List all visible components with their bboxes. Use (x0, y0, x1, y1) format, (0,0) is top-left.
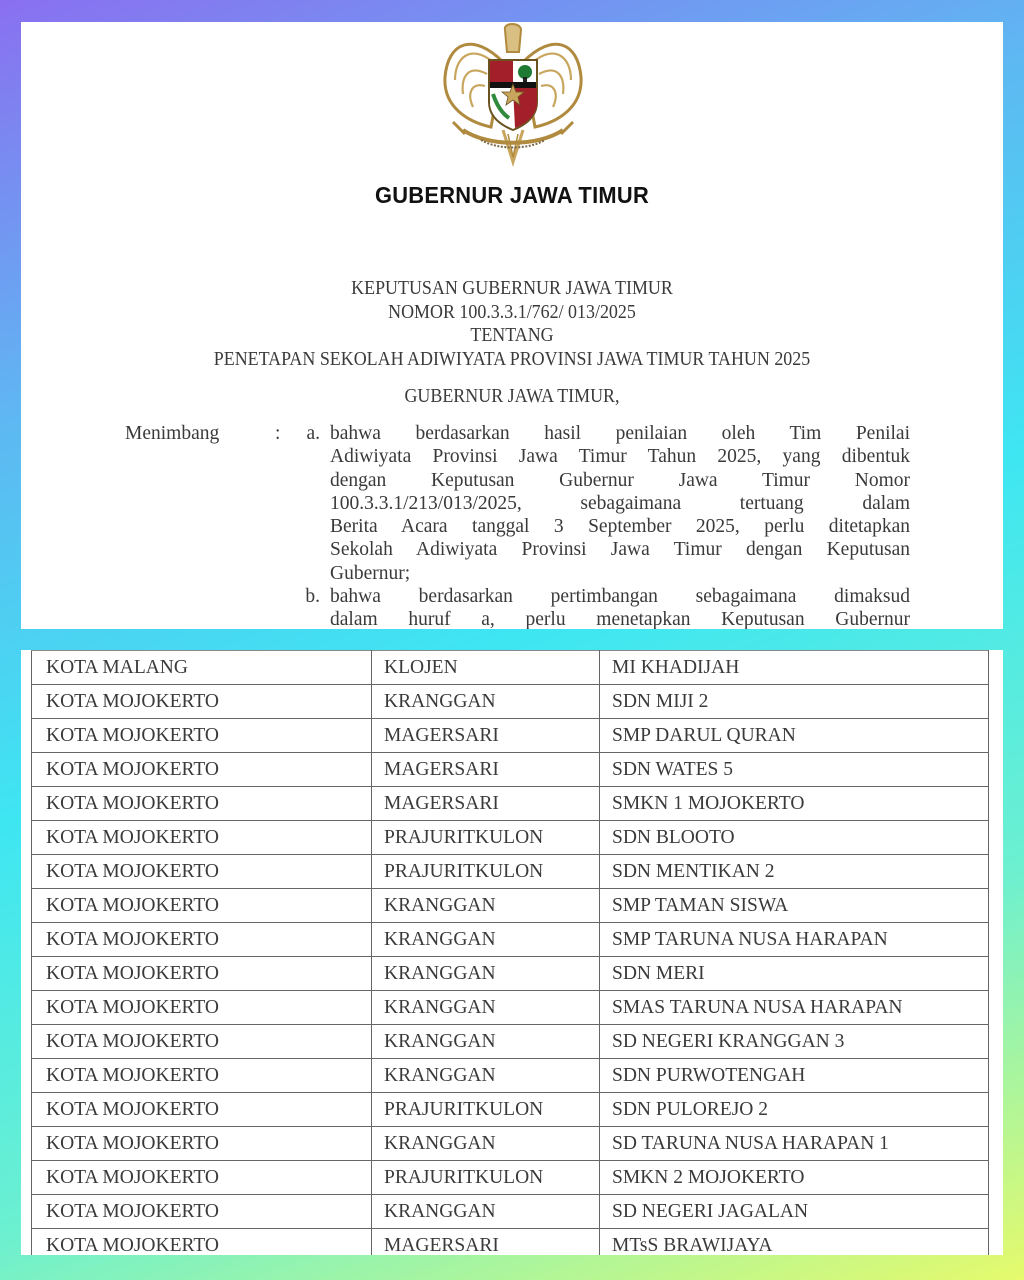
item-letter: a. (306, 423, 320, 444)
district-cell: KRANGGAN (372, 923, 600, 957)
district-cell: MAGERSARI (372, 787, 600, 821)
garuda-emblem-icon (433, 22, 593, 172)
decree-subject: PENETAPAN SEKOLAH ADIWIYATA PROVINSI JAWA TIMUR TAHUN 2025 (213, 348, 811, 370)
text-line: Gubernur; (330, 562, 411, 584)
school-name-cell: SD NEGERI JAGALAN (600, 1195, 989, 1229)
considering-item-b (125, 585, 910, 629)
district-cell: MAGERSARI (372, 753, 600, 787)
text-line: Berita Acara tanggal 3 September 2025, perlu ditetapkan (330, 516, 910, 538)
city-cell: KOTA MOJOKERTO (32, 1093, 372, 1127)
city-cell: KOTA MOJOKERTO (32, 1161, 372, 1195)
school-name-cell: SMKN 2 MOJOKERTO (600, 1161, 989, 1195)
table-row (32, 1093, 989, 1127)
district-cell: KRANGGAN (372, 1059, 600, 1093)
district-cell: PRAJURITKULON (372, 1093, 600, 1127)
table-row (32, 889, 989, 923)
school-name-cell: SDN WATES 5 (600, 753, 989, 787)
district-cell: KRANGGAN (372, 1195, 600, 1229)
school-name-cell: SDN MERI (600, 957, 989, 991)
school-name-cell: MI KHADIJAH (600, 651, 989, 685)
table-row (32, 923, 989, 957)
table-row (32, 1195, 989, 1229)
table-row (32, 991, 989, 1025)
city-cell: KOTA MOJOKERTO (32, 719, 372, 753)
table-row (32, 1229, 989, 1256)
district-cell: PRAJURITKULON (372, 1161, 600, 1195)
city-cell: KOTA MOJOKERTO (32, 957, 372, 991)
decree-title: KEPUTUSAN GUBERNUR JAWA TIMUR (351, 278, 673, 299)
city-cell: KOTA MOJOKERTO (32, 685, 372, 719)
district-cell: MAGERSARI (372, 1229, 600, 1256)
table-row (32, 957, 989, 991)
item-text (330, 422, 910, 585)
considering-item-a (125, 422, 910, 585)
school-name-cell: SDN PULOREJO 2 (600, 1093, 989, 1127)
decree-number: NOMOR 100.3.3.1/762/ 013/2025 (388, 301, 636, 323)
decree-issuer-line: GUBERNUR JAWA TIMUR, (404, 386, 620, 407)
city-cell: KOTA MOJOKERTO (32, 1229, 372, 1256)
school-name-cell: MTsS BRAWIJAYA (600, 1229, 989, 1256)
school-name-cell: SDN MIJI 2 (600, 685, 989, 719)
table-row (32, 855, 989, 889)
decree-about: TENTANG (470, 325, 554, 346)
item-text (330, 585, 910, 629)
school-name-cell: SD NEGERI KRANGGAN 3 (600, 1025, 989, 1059)
school-name-cell: SMP TAMAN SISWA (600, 889, 989, 923)
issuer-title: GUBERNUR JAWA TIMUR (374, 182, 650, 208)
city-cell: KOTA MOJOKERTO (32, 889, 372, 923)
table-row (32, 1127, 989, 1161)
text-line: bahwa berdasarkan pertimbangan sebagaimana dimaksud (330, 586, 910, 608)
school-name-cell: SDN PURWOTENGAH (600, 1059, 989, 1093)
table-row (32, 1025, 989, 1059)
table-row (32, 753, 989, 787)
city-cell: KOTA MOJOKERTO (32, 1059, 372, 1093)
considering-colon: : (275, 423, 281, 444)
table-row (32, 651, 989, 685)
text-line: bahwa berdasarkan hasil penilaian oleh Tim Penilai (330, 423, 910, 444)
school-name-cell: SMKN 1 MOJOKERTO (600, 787, 989, 821)
considering-section (125, 422, 910, 629)
decree-heading (60, 277, 963, 409)
table-row (32, 787, 989, 821)
district-cell: KLOJEN (372, 651, 600, 685)
district-cell: MAGERSARI (372, 719, 600, 753)
district-cell: KRANGGAN (372, 889, 600, 923)
table-row (32, 719, 989, 753)
considering-label: Menimbang (125, 423, 220, 444)
district-cell: KRANGGAN (372, 685, 600, 719)
school-table (31, 650, 989, 1255)
school-name-cell: SDN BLOOTO (600, 821, 989, 855)
district-cell: KRANGGAN (372, 1025, 600, 1059)
text-line: Adiwiyata Provinsi Jawa Timur Tahun 2025, yang dibentuk (330, 446, 910, 468)
city-cell: KOTA MOJOKERTO (32, 923, 372, 957)
item-letter: b. (305, 586, 320, 608)
city-cell: KOTA MOJOKERTO (32, 1025, 372, 1059)
text-line: Sekolah Adiwiyata Provinsi Jawa Timur dengan Keputusan (330, 539, 910, 561)
district-cell: KRANGGAN (372, 1127, 600, 1161)
text-line: dalam huruf a, perlu menetapkan Keputusan Gubernur (330, 609, 910, 629)
text-line: 100.3.3.1/213/013/2025, sebagaimana tertuang dalam (330, 492, 910, 514)
decree-document-photo (21, 22, 1003, 629)
city-cell: KOTA MOJOKERTO (32, 1195, 372, 1229)
district-cell: PRAJURITKULON (372, 855, 600, 889)
city-cell: KOTA MOJOKERTO (32, 855, 372, 889)
district-cell: KRANGGAN (372, 957, 600, 991)
district-cell: KRANGGAN (372, 991, 600, 1025)
city-cell: KOTA MOJOKERTO (32, 991, 372, 1025)
table-row (32, 685, 989, 719)
city-cell: KOTA MOJOKERTO (32, 787, 372, 821)
school-list-photo (21, 650, 1003, 1255)
table-row (32, 1059, 989, 1093)
text-line: dengan Keputusan Gubernur Jawa Timur Nomor (330, 469, 910, 491)
district-cell: PRAJURITKULON (372, 821, 600, 855)
school-name-cell: SMP TARUNA NUSA HARAPAN (600, 923, 989, 957)
city-cell: KOTA MOJOKERTO (32, 1127, 372, 1161)
school-name-cell: SDN MENTIKAN 2 (600, 855, 989, 889)
table-row (32, 1161, 989, 1195)
city-cell: KOTA MOJOKERTO (32, 821, 372, 855)
table-row (32, 821, 989, 855)
city-cell: KOTA MALANG (32, 651, 372, 685)
school-name-cell: SMP DARUL QURAN (600, 719, 989, 753)
school-name-cell: SD TARUNA NUSA HARAPAN 1 (600, 1127, 989, 1161)
city-cell: KOTA MOJOKERTO (32, 753, 372, 787)
school-name-cell: SMAS TARUNA NUSA HARAPAN (600, 991, 989, 1025)
